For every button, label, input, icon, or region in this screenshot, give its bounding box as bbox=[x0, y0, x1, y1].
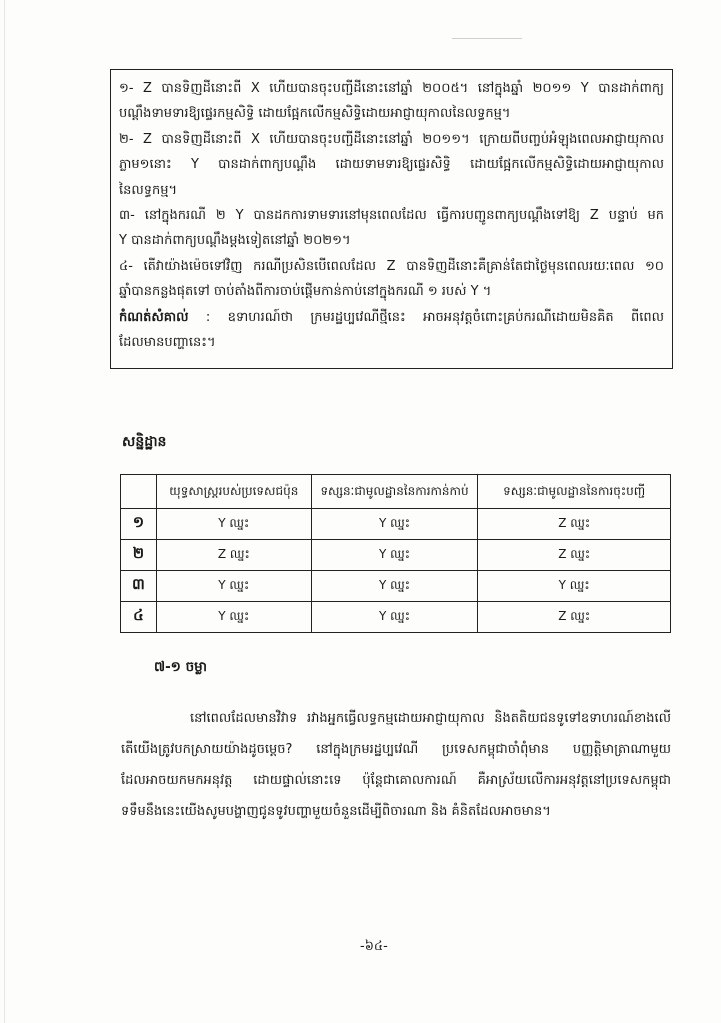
case-line: ឆ្នាំបានកន្លងផុតទៅ ចាប់តាំងពីការចាប់ផ្តើមកាន់កាប់នៅក្នុងករណី ១ របស់ Y ។ bbox=[119, 284, 492, 300]
note-label: កំណត់សំគាល់ bbox=[119, 309, 189, 325]
row-number: ៤ bbox=[121, 602, 157, 633]
table-cell: Z ឈ្នះ bbox=[156, 540, 311, 571]
table-header-cell: យុទ្ធសាស្រ្តរបស់ប្រទេសជប៉ុន bbox=[156, 475, 311, 509]
table-row bbox=[121, 602, 671, 633]
table-cell: Z ឈ្នះ bbox=[478, 602, 671, 633]
table-cell: Y ឈ្នះ bbox=[478, 571, 671, 602]
case-line: ២- Z បានទិញដីនោះពី X ហើយបានចុះបញ្ជីដីនោះនៅឆ្នាំ ២០១១។ ក្រោយពីបញ្ចប់អំឡុងពេលអាជ្ញាយុកាល bbox=[119, 131, 664, 147]
paragraph-line: ទទឹមនឹងនេះយើងសូមបង្ហាញជូនទូវបញ្ហាមួយចំនួនដើម្បីពិចារណា និង គំនិតដែលអាចមាន។ bbox=[121, 804, 551, 819]
case-line: Y បានដាក់ពាក្យបណ្តឹងម្តងទៀតនៅឆ្នាំ ២០២១។ bbox=[119, 233, 351, 249]
conclusion-heading: សន្និដ្ឋាន bbox=[122, 434, 167, 450]
table-cell: Y ឈ្នះ bbox=[311, 602, 478, 633]
paragraph-line: ដែលអាចយកមកអនុវត្ត ដោយផ្ទាល់នោះទេ ប៉ុន្តែជាគោលការណ៍ គឺអាស្រ័យលើការអនុវត្តនៅប្រទេសកម្ពុជា bbox=[121, 773, 671, 788]
row-number: ៣ bbox=[121, 571, 157, 602]
table-cell: Y ឈ្នះ bbox=[156, 509, 311, 540]
body-paragraph bbox=[121, 703, 671, 827]
result-table bbox=[120, 474, 671, 633]
table-header-row bbox=[121, 475, 671, 509]
table-cell: Z ឈ្នះ bbox=[478, 540, 671, 571]
section-title: ៧-១ ចម្លា bbox=[154, 659, 208, 675]
note-line-last: ដែលមានបញ្ហានេះ។ bbox=[119, 335, 216, 351]
table-row bbox=[121, 509, 671, 540]
table-cell: Y ឈ្នះ bbox=[311, 509, 478, 540]
paragraph-line: នៅពេលដែលមានវិវាទ រវាងអ្នកធ្វើលទ្ធកម្មដោយអាជ្ញាយុកាល និងតតិយជនទូទៅឧទាហរណ៍ខាងលើ bbox=[190, 711, 671, 726]
row-number: ១ bbox=[121, 509, 157, 540]
table-header-cell bbox=[121, 475, 157, 509]
table-cell: Y ឈ្នះ bbox=[156, 602, 311, 633]
table-row bbox=[121, 540, 671, 571]
table-cell: Y ឈ្នះ bbox=[311, 571, 478, 602]
note-text: : ឧទាហរណ៍ថា ក្រមរដ្ឋប្បវេណីថ្មីនេះ អាចអនុវត្តចំពោះគ្រប់ករណីដោយមិនគិត ពីពេល bbox=[188, 309, 664, 325]
page-number: -៦៤- bbox=[360, 939, 388, 954]
table-cell: Z ឈ្នះ bbox=[478, 509, 671, 540]
case-line: ១- Z បានទិញដីនោះពី X ហើយបានចុះបញ្ជីដីនោះនៅឆ្នាំ ២០០៥។ នៅក្នុងឆ្នាំ ២០១១ Y បានដាក់ពាក្យ bbox=[119, 81, 664, 96]
table-cell: Y ឈ្នះ bbox=[311, 540, 478, 571]
table-header-cell: ទស្សនៈជាមូលដ្ឋាននៃការកាន់កាប់ bbox=[311, 475, 478, 509]
case-line: ភ្លាម១នោះ Y បានដាក់ពាក្យបណ្តឹង ដោយទាមទារឱ្យផ្ទេរសិទ្ធិ ដោយផ្អែកលើកម្មសិទ្ធិដោយអាជ្ញាយុកាល bbox=[119, 157, 664, 173]
case-line: នៃលទ្ធកម្ម។ bbox=[119, 182, 178, 198]
case-line: ៤- តើវាយ៉ាងម៉េចទៅវិញ ករណីប្រសិនបើពេលដែល Z បានទិញដីនោះគឺគ្រាន់តែជាថ្ងៃមុនពេលរយៈពេល ១០ bbox=[119, 258, 664, 274]
scan-mark bbox=[452, 38, 522, 39]
note-line bbox=[119, 305, 664, 330]
case-line: បណ្តឹងទាមទារឱ្យផ្ទេរកម្មសិទ្ធិ ដោយផ្អែកលើកម្មសិទ្ធិដោយអាជ្ញាយុកាលនៃលទ្ធកម្ម។ bbox=[119, 106, 511, 122]
table-row bbox=[121, 571, 671, 602]
case-box bbox=[110, 69, 673, 369]
case-line: ៣- នៅក្នុងករណី ២ Y បានដកការទាមទារនៅមុនពេលដែល ធ្វើការបញ្ជូនពាក្យបណ្តឹងទៅឱ្យ Z បន្ទាប់ មក bbox=[119, 208, 664, 224]
table-cell: Y ឈ្នះ bbox=[156, 571, 311, 602]
scan-edge bbox=[4, 0, 5, 1023]
table-header-cell: ទស្សនៈជាមូលដ្ឋាននៃការចុះបញ្ជី bbox=[478, 475, 671, 509]
paragraph-line: តើយើងត្រូវបកស្រាយយ៉ាងដូចម្តេច? នៅក្នុងក្រមរដ្ឋប្បវេណី ប្រទេសកម្ពុជាចាំពុំមាន បញ្ញត្តិមាត្រាណាមួយ bbox=[121, 742, 671, 757]
row-number: ២ bbox=[121, 540, 157, 571]
